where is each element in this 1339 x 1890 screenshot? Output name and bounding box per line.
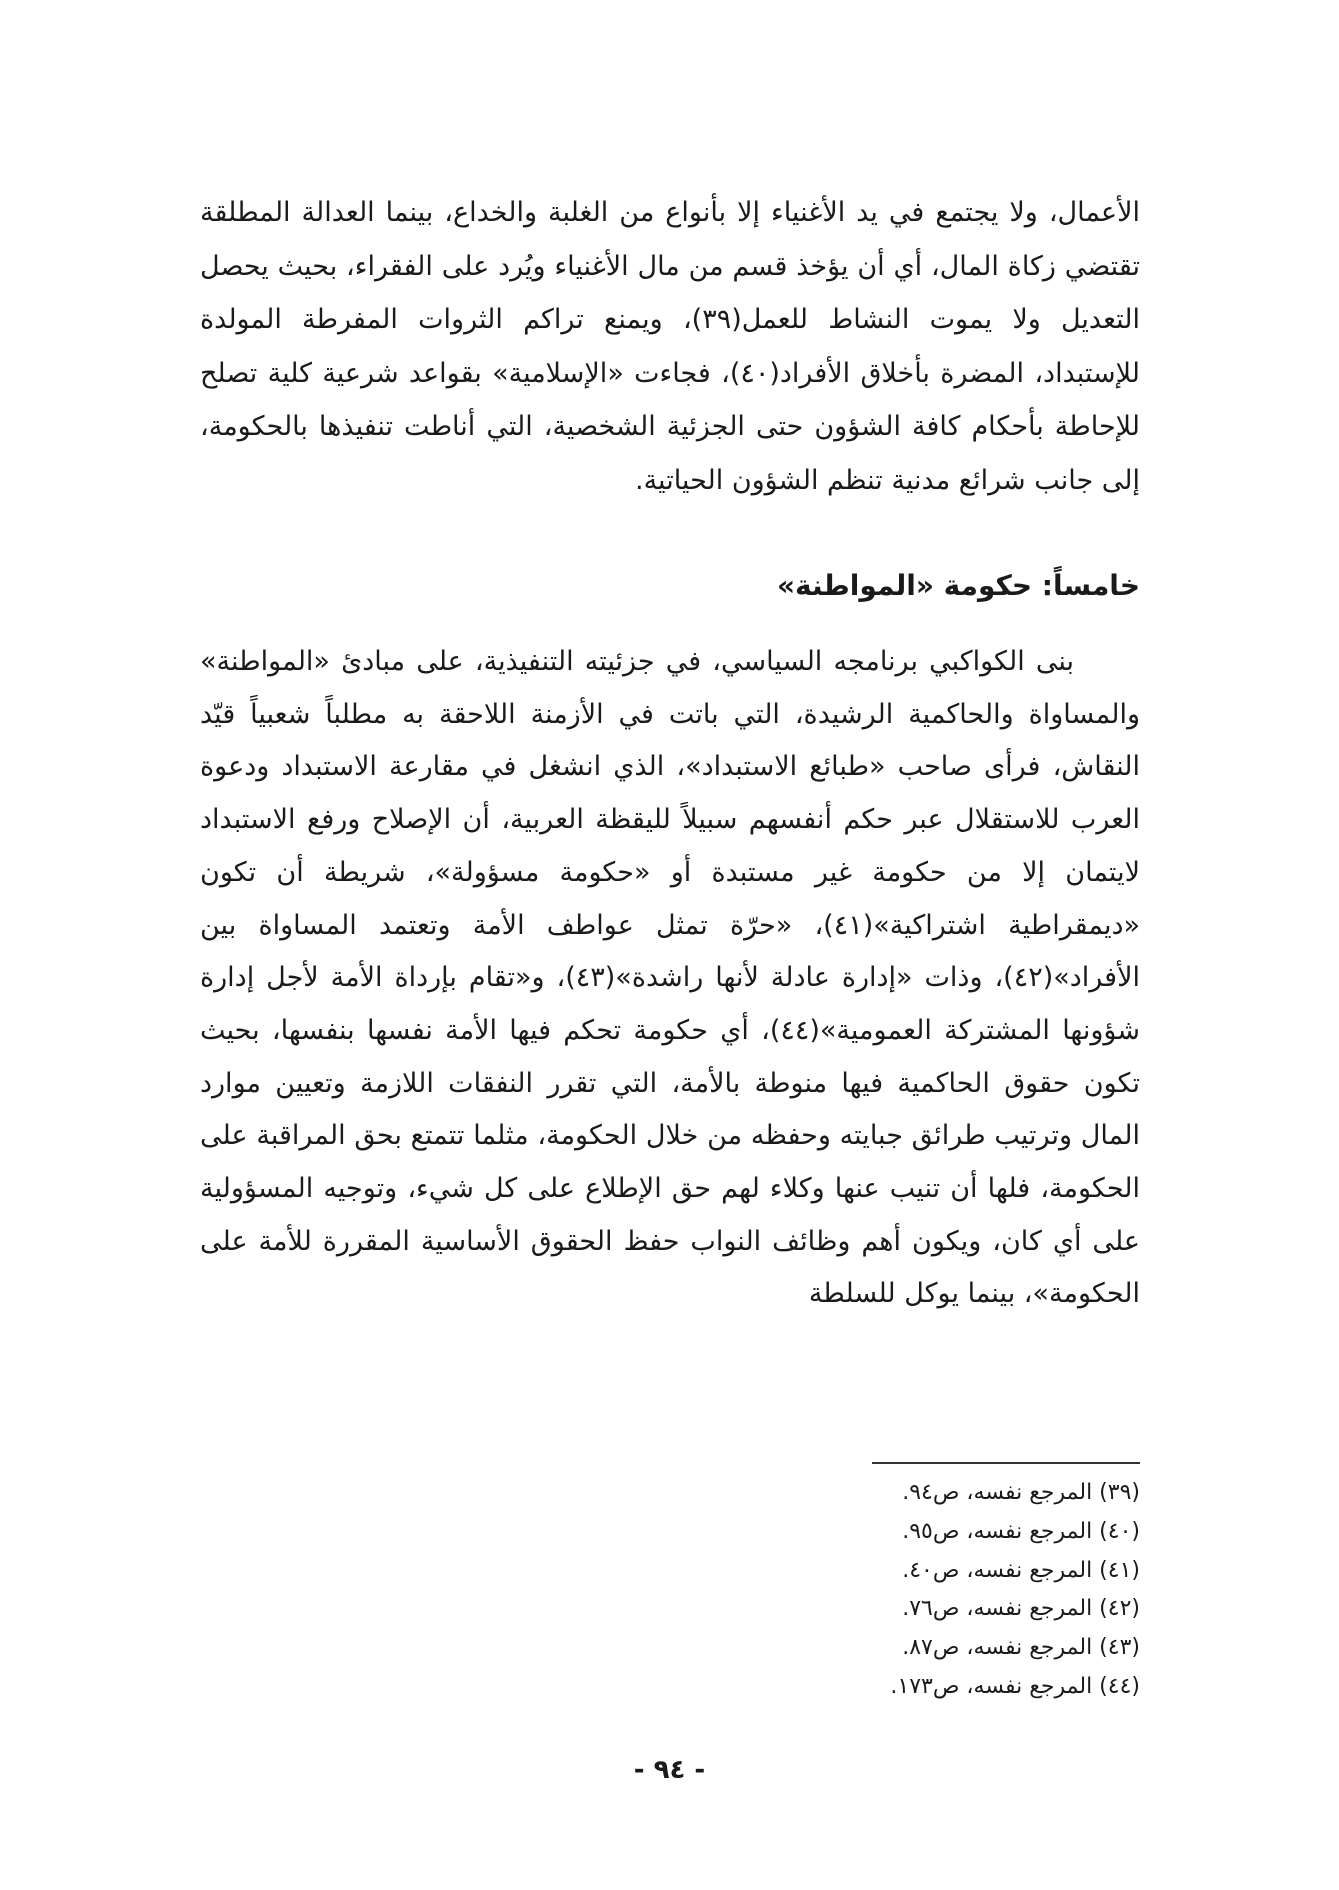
section-heading: خامساً: حكومة «المواطنة» — [776, 569, 1140, 602]
page-number: - ٩٤ - — [633, 1755, 706, 1785]
footnote-item: (٤٤) المرجع نفسه، ص١٧٣. — [890, 1673, 1140, 1699]
footnote-item: (٤٢) المرجع نفسه، ص٧٦. — [902, 1596, 1140, 1622]
footnote-item: (٤٣) المرجع نفسه، ص٨٧. — [902, 1635, 1140, 1661]
footnote-separator — [872, 1462, 1140, 1464]
footnote-item: (٤٠) المرجع نفسه، ص٩٥. — [902, 1518, 1140, 1544]
body-paragraph-1: الأعمال، ولا يجتمع في يد الأغنياء إلا بأنواع من الغلبة والخداع، بينما العدالة المطلقة تقتضي زكاة المال، أي أن يؤخذ قسم من مال الأغنياء ويُرد على الفقراء، بحيث يحصل التعديل ولا يموت النشاط للعمل(٣٩)، ويمنع تراكم الثروات المفرطة المولدة للإستبداد، المضرة بأخلاق الأفراد(٤٠)، فجاءت «الإسلامية» بقواعد شرعية كلية تصلح للإحاطة بأحكام كافة الشؤون حتى الجزئية الشخصية، التي أناطت تنفيذها بالحكومة، إلى جانب شرائع مدنية تنظم الشؤون الحياتية. — [200, 197, 1141, 496]
footnote-item: (٤١) المرجع نفسه، ص٤٠. — [902, 1557, 1140, 1583]
body-paragraph-2: بنى الكواكبي برنامجه السياسي، في جزئيته التنفيذية، على مبادئ «المواطنة» والمساواة والحاكمية الرشيدة، التي باتت في الأزمنة اللاحقة به مطلباً شعبياً قيّد النقاش، فرأى صاحب «طبائع الاستبداد»، الذي انشغل في مقارعة الاستبداد ودعوة العرب للاستقلال عبر حكم أنفسهم سبيلاً لليقظة العربية، أن الإصلاح ورفع الاستبداد لايتمان إلا من حكومة غير مستبدة أو «حكومة مسؤولة»، شريطة أن تكون «ديمقراطية اشتراكية»(٤١)، «حرّة تمثل عواطف الأمة وتعتمد المساواة بين الأفراد»(٤٢)، وذات «إدارة عادلة لأنها راشدة»(٤٣)، و«تقام بإرداة الأمة لأجل إدارة شؤونها المشتركة العمومية»(٤٤)، أي حكومة تحكم فيها الأمة نفسها بنفسها، بحيث تكون حقوق الحاكمية فيها منوطة بالأمة، التي تقرر النفقات اللازمة وتعيين موارد المال وترتيب طرائق جبايته وحفظه من خلال الحكومة، مثلما تتمتع بحق المراقبة على الحكومة، فلها أن تنيب عنها وكلاء لهم حق الإطلاع على كل شيء، وتوجيه المسؤولية على أي كان، ويكون أهم وظائف النواب حفظ الحقوق الأساسية المقررة للأمة على الحكومة»، بينما يوكل للسلطة — [200, 646, 1140, 1310]
footnote-item: (٣٩) المرجع نفسه، ص٩٤. — [902, 1480, 1140, 1505]
footnotes-list — [890, 1474, 1140, 1707]
